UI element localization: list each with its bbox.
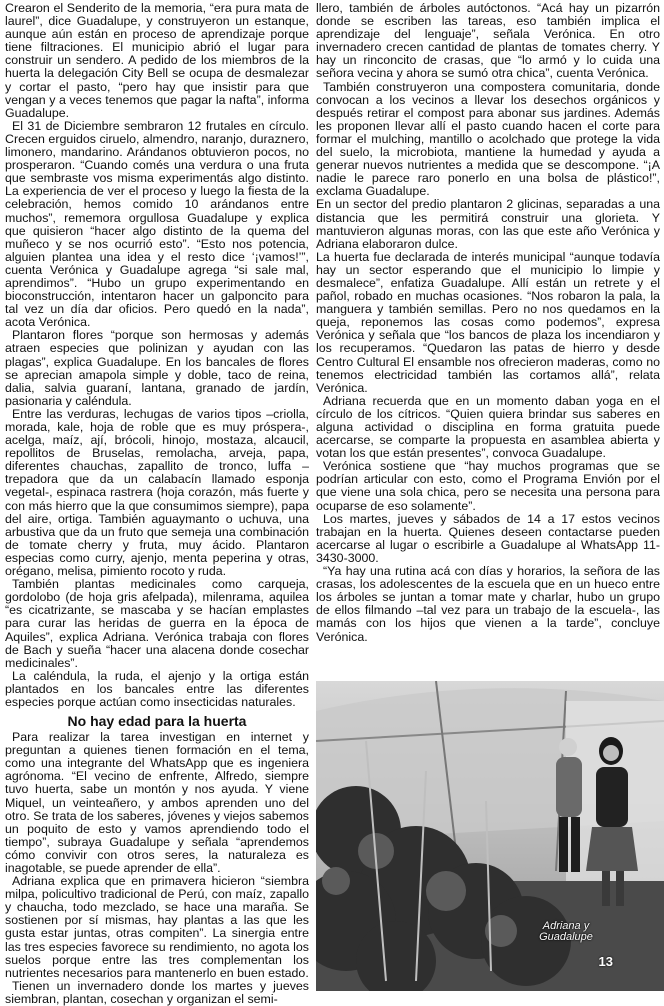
paragraph: “Ya hay una rutina acá con días y horarios, la señora de las crasas, los adolescentes de la escuela que en un hueco entre los árboles se juntan a tomar mate y charlar, hubo un grupo de ellos filmando –tal vez para un trabajo de la escuela-, las mamás con los hijos que vienen a la tarde”, concluye Verónica.: [316, 564, 660, 644]
paragraph: Verónica sostiene que “hay muchos programas que se podrían articular con esto, como el Programa Envión por el que viene una sola chica, pero se necesita una persona para ocuparse de eso solamente”.: [316, 459, 660, 513]
paragraph: Plantaron flores “porque son hermosas y además atraen especies que polinizan y ayudan con las plagas”, explica Guadalupe. En los bancales de flores se aprecian amapola simple y doble, taco de reina, dalia, salvia guaraní, lantana, granado de jardín, pasionaria y caléndula.: [5, 328, 309, 408]
paragraph: Crearon el Senderito de la memoria, “era pura mata de laurel”, dice Guadalupe, y construyeron un estanque, aunque aún están en proceso de aprendizaje porque tiene filtraciones. El municipio abrió el lugar para construir un sendero. A pedido de los miembros de la huerta la delegación City Bell se ocupa de desmalezar y cortar el pasto, “pero hay que insistir para que vengan y a veces tenemos que pagar la nafta”, informa Guadalupe.: [5, 1, 309, 120]
paragraph: Tienen un invernadero donde los martes y jueves siembran, plantan, cosechan y organizan el semi-: [5, 978, 309, 1006]
greenhouse-photo-illustration: [316, 681, 664, 991]
paragraph: También construyeron una compostera comunitaria, donde convocan a los vecinos a llevar los desechos orgánicos y después retirar el compost para abonar sus jardines. Además les proponen llevar allí el pasto cuando hacen el corte para formar el mulching, mantillo o acolchado que protege la vida del suelo, la microbiota, mantiene la humedad y ayuda a generar nuevos nutrientes a medida que se descompone. “¡A nadie le parece raro ponerlo en una bolsa de plástico!”, exclama Guadalupe.: [316, 79, 660, 199]
paragraph: Para realizar la tarea investigan en internet y preguntan a quienes tienen formación en el tema, como una integrante del WhatsApp que es ingeniera agrónoma. “El vecino de enfrente, Alfredo, siempre tuvo huerta, sabe un montón y nos ayuda. Y viene Miquel, un veinteañero, y ambos aprenden uno del otro. Se trata de los saberes, jóvenes y viejos sabemos un poquito de esto y vamos aprendiendo todo el tiempo”, subraya Guadalupe y señala “aprendemos cómo convivir con otros seres, la naturaleza es inagotable, se puede aprender de ella”.: [5, 730, 309, 875]
garden-photo: [316, 681, 664, 991]
paragraph: Los martes, jueves y sábados de 14 a 17 estos vecinos trabajan en la huerta. Quienes deseen contactarse pueden acercarse al lugar o escribirle a Guadalupe al WhatsApp 11-3430-3000.: [316, 511, 660, 565]
right-column: [316, 2, 660, 644]
paragraph: La caléndula, la ruda, el ajenjo y la ortiga están plantados en los bancales entre las diferentes especies porque actúan como insecticidas naturales.: [5, 668, 309, 709]
paragraph: También plantas medicinales como carqueja, gordolobo (de hoja gris afelpada), milenrama, aquilea “es cicatrizante, se mascaba y se hacían emplastes para curar las heridas de guerra en la época de Aquiles”, explica Adriana. Verónica trabaja con flores de Bach y sueña “hacer una alacena donde cosechar medicinales”.: [5, 577, 309, 670]
paragraph: Entre las verduras, lechugas de varios tipos –criolla, morada, kale, hoja de roble que es muy próspera-, acelga, maíz, ají, brócoli, hinojo, mostaza, alcaucil, repollitos de Bruselas, remolacha, arveja, papa, diferentes chauchas, zapallito de tronco, luffa –trepadora que da un calabacín llamado esponja vegetal-, espinaca rastrera (hoja corazón, más fuerte y con más hierro que la que consumimos siempre), papa del aire, ortiga. También aguaymanto o uchuva, una arbustiva que da un fruto que semeja una combinación de tomate cherry y fruta, muy ácido. Plantaron especias como curry, ajenjo, menta peperina y otras, orégano, melisa, pimiento rocoto y ruda.: [5, 406, 309, 579]
section-subheading: No hay edad para la huerta: [67, 713, 247, 730]
paragraph: En un sector del predio plantaron 2 glicinas, separadas a una distancia que les permitirá construir una glorieta. Y mantuvieron algunas moras, con las que este año Verónica y Adriana elaboraron dulce.: [316, 197, 660, 251]
paragraph: Adriana recuerda que en un momento daban yoga en el círculo de los cítricos. “Quien quiera brindar sus saberes en alguna actividad o disciplina en forma gratuita puede acercarse, se comparte la propuesta en asamblea abierta y votan los que están presentes”, convoca Guadalupe.: [316, 393, 660, 461]
paragraph: La huerta fue declarada de interés municipal “aunque todavía hay un sector esperando que el municipio lo limpie y desmalece”, enfatiza Guadalupe. Allí están un retrete y el pañol, robado en muchas ocasiones. “Nos robaron la pala, la manguera y también semillas. Pero no nos quedamos en la queja, reponemos las cosas como podemos”, expresa Verónica y señala que “los bancos de plaza los incendiaron y los recuperamos. “Quedaron las patas de hierro y desde Centro Cultural El ensamble nos ofrecieron maderas, como no tenemos electricidad también las cortamos allá”, relata Verónica.: [316, 249, 660, 395]
left-column: [5, 2, 309, 1006]
paragraph: El 31 de Diciembre sembraron 12 frutales en círculo. Crecen erguidos ciruelo, almendro, naranjo, duraznero, limonero, mandarino. Arándanos obtuvieron pocos, no prosperaron. “Cuando comés una verdura o una fruta que sembraste vos misma experimentás algo distinto. La experiencia de ver el proceso y luego la fiesta de la celebración, hemos comido 10 arándanos entre muchos”, rememora orgullosa Guadalupe y explica que quisieron “hacer algo distinto de la quema del muñeco y se nos ocurrió esto”. “Esto nos potencia, alguien plantea una idea y el resto dice ‘¡vamos!’”, cuenta Verónica y Guadalupe agrega “si sale mal, aprendimos”. “Hubo un grupo experimentando en bioconstrucción, intentaron hacer un galponcito para tal vez un día dar oficios. Pero quedó en la nada”, acota Verónica.: [5, 118, 309, 330]
page-number: 13: [598, 954, 613, 969]
photo-caption: Adriana y Guadalupe: [539, 920, 593, 943]
paragraph: Adriana explica que en primavera hicieron “siembra milpa, policultivo tradicional de Perú, con maíz, zapallo y chaucha, todo mezclado, se hace una maraña. Se sostienen por sí mismas, hay plantas a las que les gusta estar juntas, otras compiten”. La sinergia entre las tres especies favorece su rendimiento, no agota los suelos porque entre las tres complementan los nutrientes necesarios para mantenerlo en buen estado.: [5, 874, 309, 980]
paragraph: llero, también de árboles autóctonos. “Acá hay un pizarrón donde se escriben las tareas, eso también implica el aprendizaje del lenguaje”, señala Verónica. En otro invernadero crecen cantidad de plantas de tomates cherry. Y hay un rinconcito de crasas, que “lo armó y lo cuida una señora vecina y ahora se sumó otra chica”, cuenta Verónica.: [316, 1, 660, 81]
